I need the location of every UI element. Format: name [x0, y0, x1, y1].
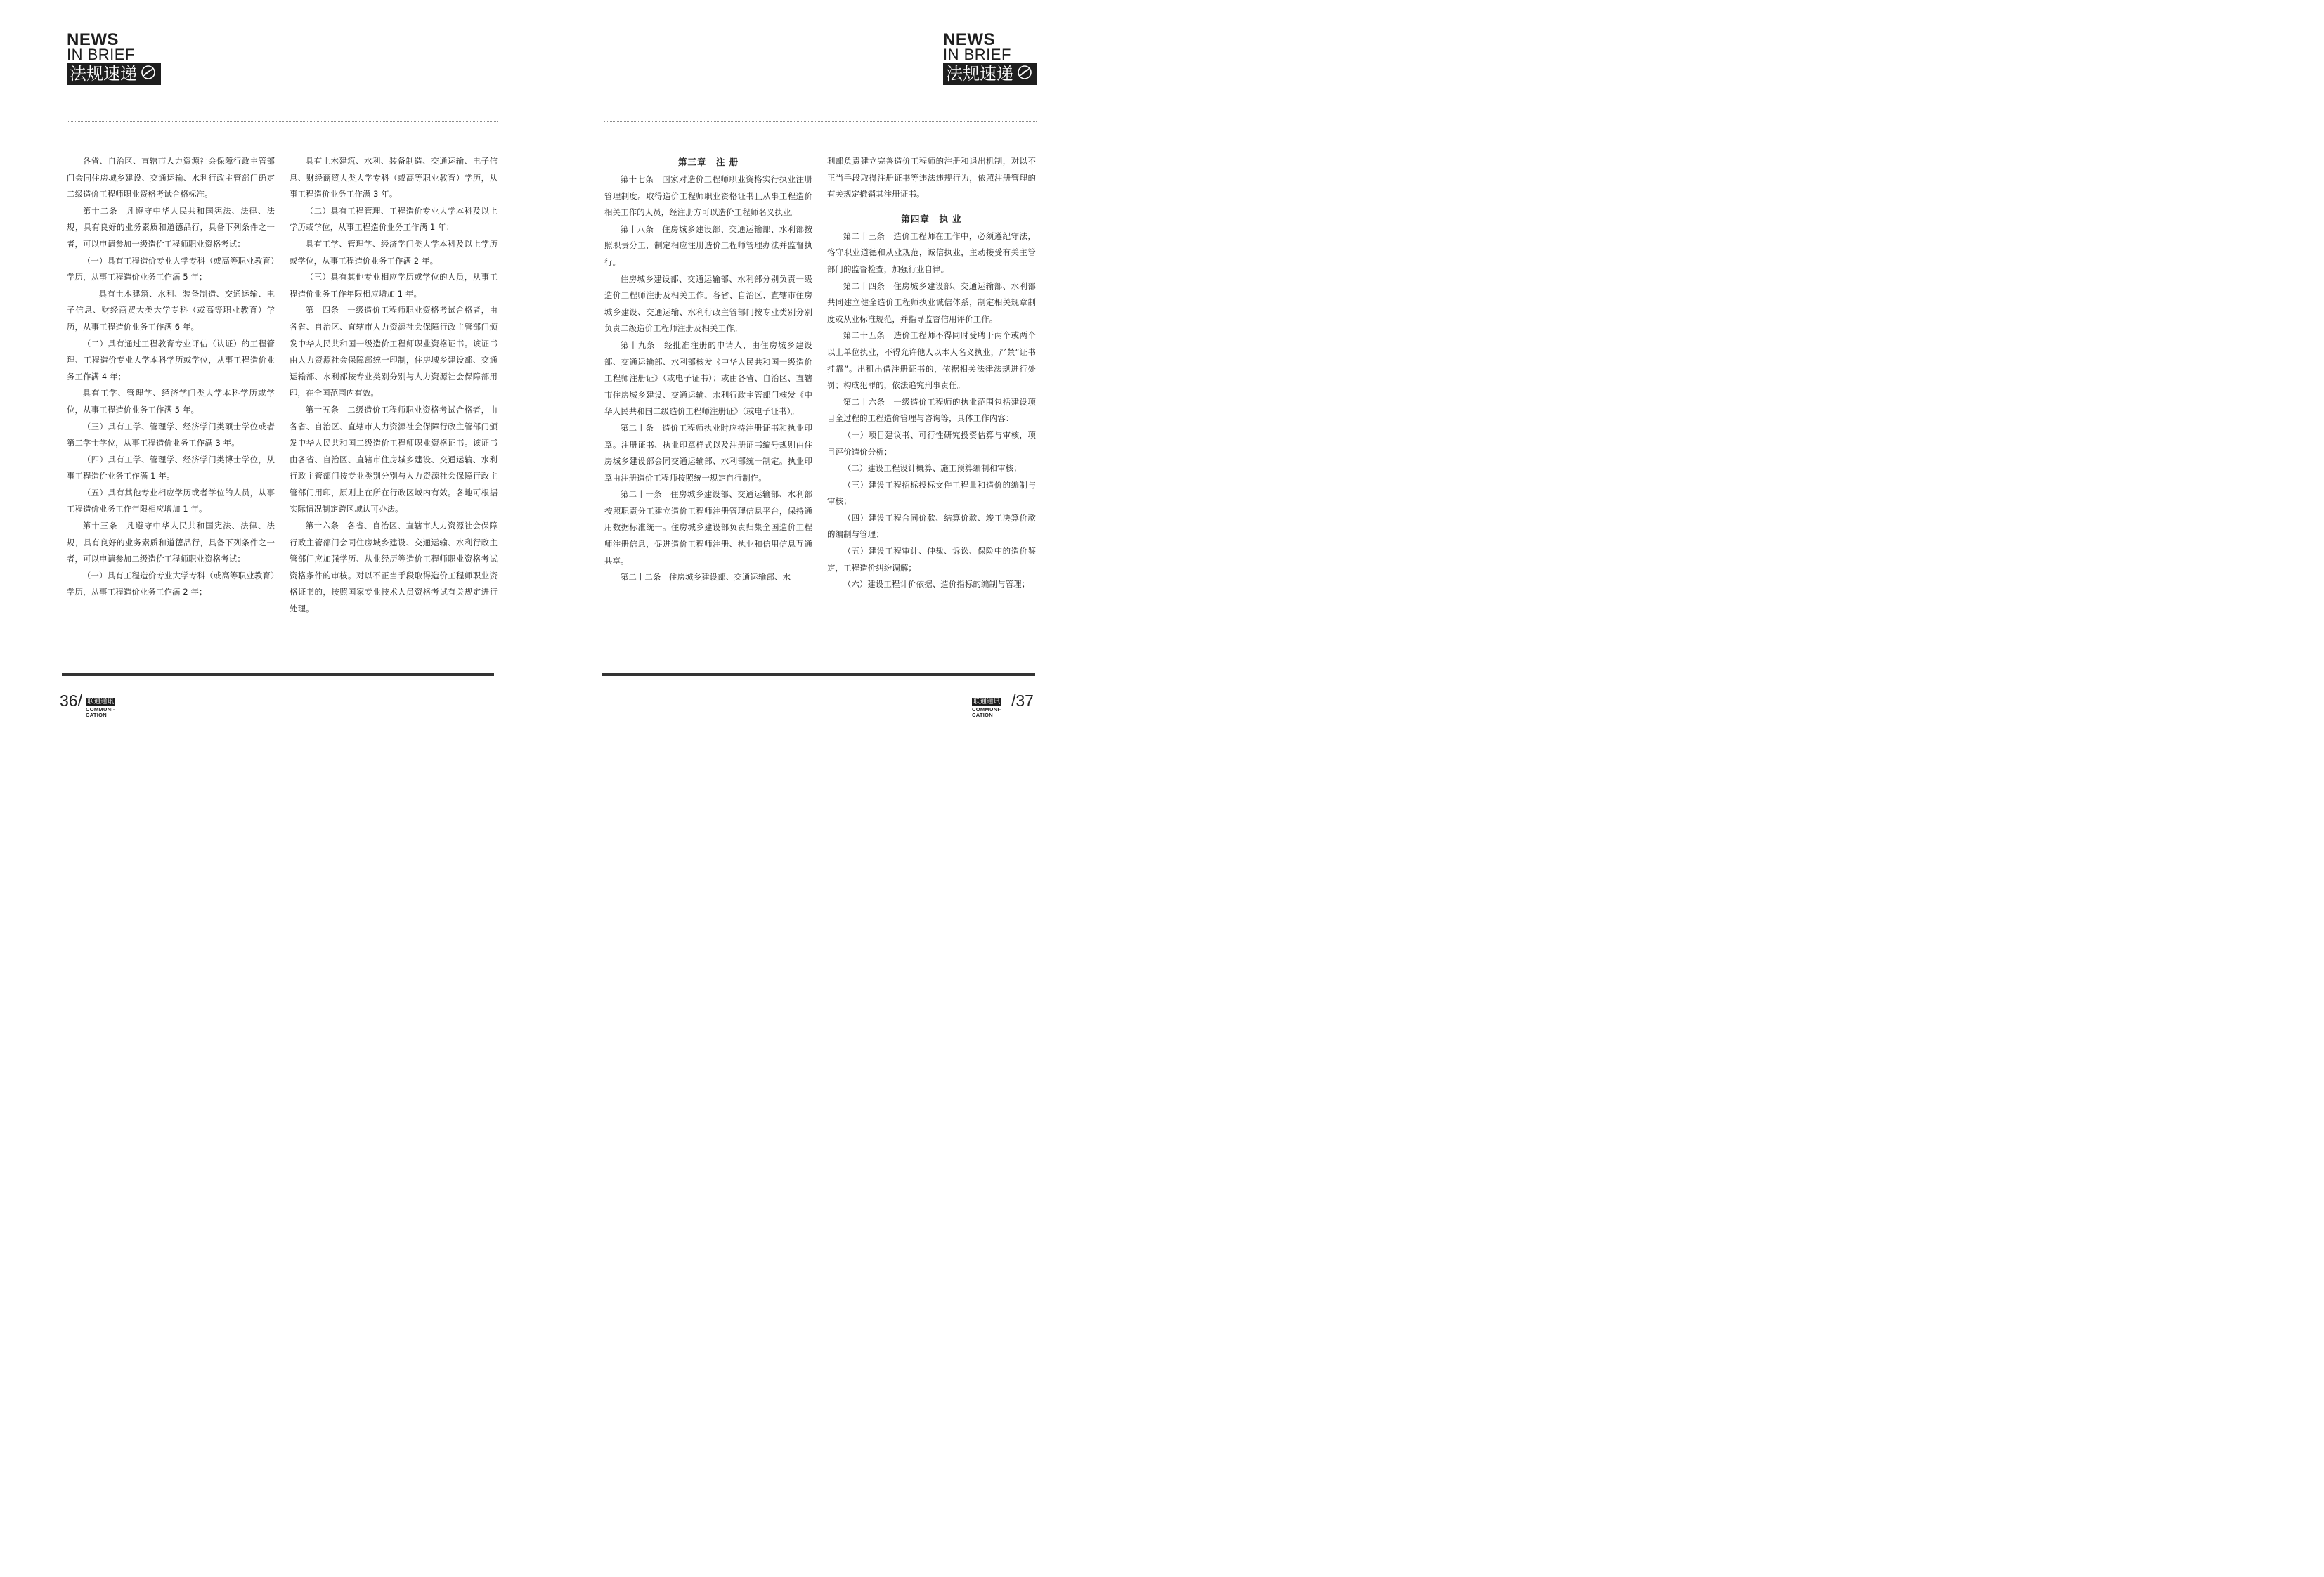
paragraph: 第十七条 国家对造价工程师职业资格实行执业注册管理制度。取得造价工程师职业资格证书且从事工程造价相关工作的人员，经注册方可以造价工程师名义执业。 — [604, 174, 812, 218]
paragraph: （一）具有工程造价专业大学专科（或高等职业教育）学历，从事工程造价业务工作满 2 年； — [67, 570, 275, 597]
paragraph: 住房城乡建设部、交通运输部、水利部分别负责一级造价工程师注册及相关工作。各省、自治区、直辖市住房城乡建设、交通运输、水利行政主管部门按专业类别分别负责二级造价工程师注册及相关工作。 — [604, 273, 812, 334]
paragraph: （二）具有工程管理、工程造价专业大学本科及以上学历或学位，从事工程造价业务工作满 1 年； — [290, 205, 498, 233]
left-page — [0, 0, 545, 739]
leaf-ring-icon — [1016, 64, 1033, 84]
right-column-2 — [827, 153, 1036, 593]
right-column-1 — [604, 153, 812, 586]
left-column-2 — [290, 153, 498, 618]
footer-logo-cn: 联通通讯 — [973, 698, 1001, 706]
paragraph: （三）具有其他专业相应学历或学位的人员，从事工程造价业务工作年限相应增加 1 年。 — [290, 272, 498, 299]
paragraph: 第二十二条 住房城乡建设部、交通运输部、水 — [620, 572, 791, 583]
header-in-brief: IN BRIEF — [67, 46, 135, 63]
leaf-ring-icon — [140, 64, 157, 84]
header-divider-left — [67, 121, 498, 122]
paragraph: （二）具有通过工程教育专业评估（认证）的工程管理、工程造价专业大学本科学历或学位，从事工程造价业务工作满 4 年； — [67, 338, 275, 382]
paragraph: （五）建设工程审计、仲裁、诉讼、保险中的造价鉴定，工程造价纠纷调解； — [827, 546, 1036, 573]
paragraph: 第十八条 住房城乡建设部、交通运输部、水利部按照职责分工，制定相应注册造价工程师管理办法并监督执行。 — [604, 223, 812, 267]
header-section-label — [943, 63, 1037, 85]
paragraph: 第十四条 一级造价工程师职业资格考试合格者，由各省、自治区、直辖市人力资源社会保障行政主管部门颁发中华人民共和国一级造价工程师职业资格证书。该证书由人力资源社会保障部统一印制，住房城乡建设部、交通运输部、水利部按专业类别分别与人力资源社会保障部用印，在全国范围内有效。 — [290, 305, 498, 398]
footer-logo-en-2: CATION — [972, 712, 993, 718]
footer-bar-right — [602, 673, 1035, 676]
paragraph: （四）具有工学、管理学、经济学门类博士学位，从事工程造价业务工作满 1 年。 — [67, 454, 275, 481]
paragraph: 第二十一条 住房城乡建设部、交通运输部、水利部按照职责分工建立造价工程师注册管理信息平台，保持通用数据标准统一。住房城乡建设部负责归集全国造价工程师注册信息，促进造价工程师注册、执业和信用信息互通共享。 — [604, 489, 812, 566]
paragraph: 第十五条 二级造价工程师职业资格考试合格者，由各省、自治区、直辖市人力资源社会保障行政主管部门颁发中华人民共和国二级造价工程师职业资格证书。该证书由各省、自治区、直辖市住房城乡建设、交通运输、水利行政主管部门按专业类别分别与人力资源社会保障行政主管部门用印，原则上在所在行政区域内有效。各地可根据实际情况制定跨区域认可办法。 — [290, 404, 498, 514]
header-section-cn: 法规速递 — [70, 64, 137, 84]
paragraph: 具有土木建筑、水利、装备制造、交通运输、电子信息、财经商贸大类大学专科（或高等职业教育）学历，从事工程造价业务工作满 3 年。 — [290, 156, 498, 200]
paragraph: （三）具有工学、管理学、经济学门类硕士学位或者第二学士学位，从事工程造价业务工作满 3 年。 — [67, 421, 275, 448]
paragraph: （三）建设工程招标投标文件工程量和造价的编制与审核； — [827, 479, 1036, 507]
paragraph: （二）建设工程设计概算、施工预算编制和审核； — [843, 463, 1022, 474]
paragraph: 第二十六条 一级造价工程师的执业范围包括建设项目全过程的工程造价管理与咨询等，具体工作内容： — [827, 396, 1036, 424]
page-number-right: /37 — [1011, 692, 1034, 710]
article-22-continued: 利部负责建立完善造价工程师的注册和退出机制，对以不正当手段取得注册证书等违法违规行为，依照注册管理的有关规定撤销其注册证书。 — [827, 156, 1036, 200]
header-section-label — [67, 63, 161, 85]
footer-logo-left — [86, 694, 115, 718]
paragraph: （六）建设工程计价依据、造价指标的编制与管理； — [843, 579, 1030, 590]
header-brand-right — [943, 32, 1037, 85]
paragraph: 具有工学、管理学、经济学门类大学本科学历或学位，从事工程造价业务工作满 5 年。 — [67, 388, 275, 415]
paragraph: 第二十三条 造价工程师在工作中，必须遵纪守法，恪守职业道德和从业规范，诚信执业，主动接受有关主管部门的监督检查，加强行业自律。 — [827, 231, 1036, 274]
header-news: NEWS — [943, 30, 995, 49]
left-column-1 — [67, 153, 275, 601]
page-number-left: 36/ — [60, 692, 82, 710]
paragraph: 第十九条 经批准注册的申请人，由住房城乡建设部、交通运输部、水利部核发《中华人民共和国一级造价工程师注册证》（或电子证书）；或由各省、自治区、直辖市住房城乡建设、交通运输、水利行政主管部门核发《中华人民共和国二级造价工程师注册证》（或电子证书）。 — [604, 339, 812, 417]
paragraph: （五）具有其他专业相应学历或者学位的人员，从事工程造价业务工作年限相应增加 1 年。 — [67, 487, 275, 514]
paragraph: （一）项目建议书、可行性研究投资估算与审核，项目评价造价分析； — [827, 429, 1036, 457]
footer-logo-en-1: COMMUNI- — [86, 706, 115, 713]
paragraph: 各省、自治区、直辖市人力资源社会保障行政主管部门会同住房城乡建设、交通运输、水利行政主管部门确定二级造价工程师职业资格考试合格标准。 — [67, 156, 275, 200]
chapter-4-title: 第四章 执 业 — [901, 213, 962, 224]
paragraph: 第十二条 凡遵守中华人民共和国宪法、法律、法规，具有良好的业务素质和道德品行，具备下列条件之一者，可以申请参加一级造价工程师职业资格考试： — [67, 205, 275, 249]
paragraph: 具有土木建筑、水利、装备制造、交通运输、电子信息、财经商贸大类大学专科（或高等职业教育）学历，从事工程造价业务工作满 6 年。 — [67, 288, 275, 332]
right-column-1-body — [604, 171, 812, 586]
paragraph: 第二十条 造价工程师执业时应持注册证书和执业印章。注册证书、执业印章样式以及注册证书编号规则由住房城乡建设部会同交通运输部、水利部统一制定。执业印章由注册造价工程师按照统一规定自行制作。 — [604, 422, 812, 483]
right-column-2-body — [827, 228, 1036, 593]
footer-logo-en-2: CATION — [86, 712, 107, 718]
paragraph: 具有工学、管理学、经济学门类大学本科及以上学历或学位，从事工程造价业务工作满 2 年。 — [290, 238, 498, 266]
footer-logo-cn: 联通通讯 — [87, 698, 115, 706]
paragraph: （一）具有工程造价专业大学专科（或高等职业教育）学历，从事工程造价业务工作满 5 年； — [67, 255, 275, 283]
paragraph: 第二十五条 造价工程师不得同时受聘于两个或两个以上单位执业，不得允许他人以本人名义执业，严禁“证书挂靠”。出租出借注册证书的，依据相关法律法规进行处罚；构成犯罪的，依法追究刑事责任。 — [827, 330, 1036, 391]
paragraph: 第十三条 凡遵守中华人民共和国宪法、法律、法规，具有良好的业务素质和道德品行，具备下列条件之一者，可以申请参加二级造价工程师职业资格考试： — [67, 521, 275, 564]
paragraph: 第二十四条 住房城乡建设部、交通运输部、水利部共同建立健全造价工程师执业诚信体系，制定相关规章制度或从业标准规范，并指导监督信用评价工作。 — [827, 280, 1036, 324]
right-page — [545, 0, 1089, 739]
footer-logo-right — [972, 694, 1001, 718]
footer-logo-en-1: COMMUNI- — [972, 706, 1001, 713]
paragraph: （四）建设工程合同价款、结算价款、竣工决算价款的编制与管理； — [827, 512, 1036, 540]
chapter-3-title: 第三章 注 册 — [677, 157, 739, 167]
header-in-brief: IN BRIEF — [943, 46, 1011, 63]
header-news: NEWS — [67, 30, 119, 49]
paragraph: 第十六条 各省、自治区、直辖市人力资源社会保障行政主管部门会同住房城乡建设、交通运输、水利行政主管部门应加强学历、从业经历等造价工程师职业资格考试资格条件的审核。对以不正当手段取得造价工程师职业资格证书的，按照国家专业技术人员资格考试有关规定进行处理。 — [290, 521, 498, 614]
footer-bar-left — [62, 673, 494, 676]
header-divider-right — [604, 121, 1037, 122]
header-brand-left — [67, 32, 161, 85]
header-section-cn: 法规速递 — [946, 64, 1013, 84]
